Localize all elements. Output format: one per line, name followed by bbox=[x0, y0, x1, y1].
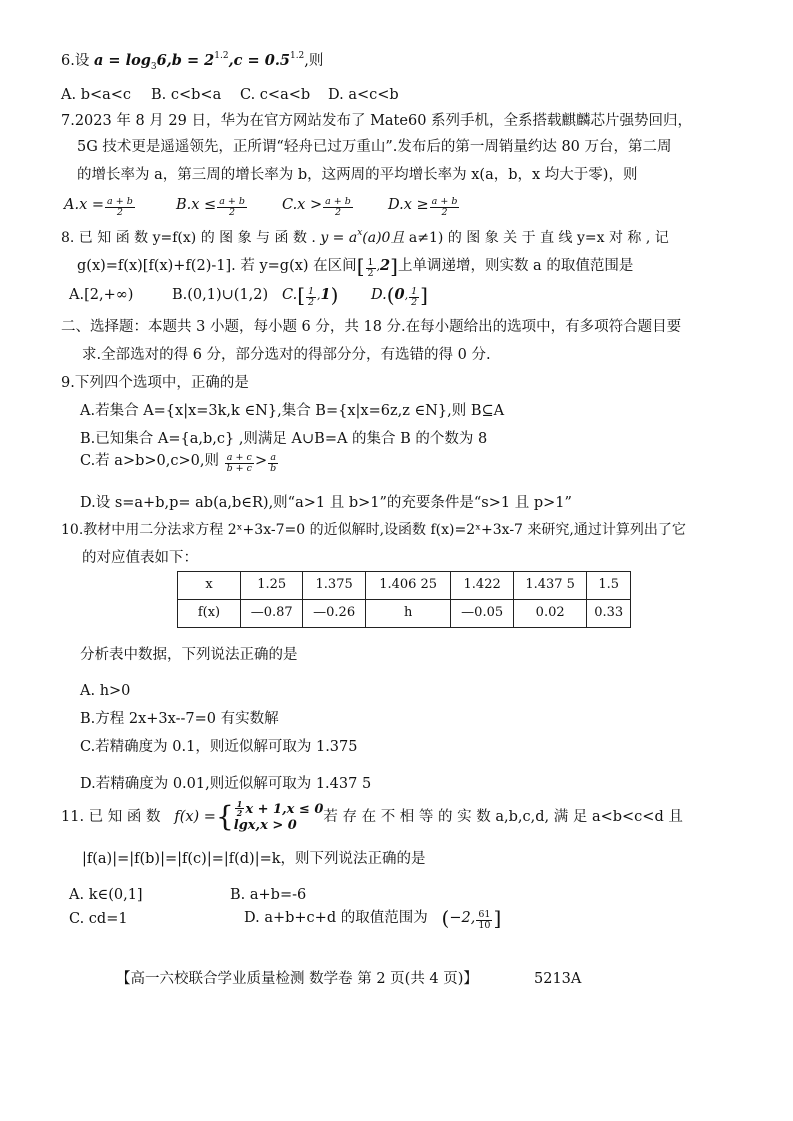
q6-stem bbox=[61, 52, 323, 73]
q10-analysis: 分析表中数据，下列说法正确的是 bbox=[80, 647, 298, 663]
q8-option-d-den: 2 bbox=[411, 297, 418, 308]
q11-option-d-text: D. a+b+c+d 的取值范围为 bbox=[244, 910, 428, 926]
q8-option-d-label: D. bbox=[371, 287, 387, 303]
q7-option-d bbox=[388, 196, 460, 218]
value-table bbox=[177, 571, 631, 628]
q10-line2: 的对应值表如下： bbox=[82, 550, 198, 566]
q8-option-b: B.(0,1)∪(1,2) bbox=[172, 287, 269, 303]
q8-line1-a: 8. 已 知 函 数 y=f(x) 的 图 象 与 函 数 . bbox=[61, 230, 316, 246]
table-cell: 1.437 5 bbox=[513, 572, 587, 600]
q8-line1 bbox=[61, 230, 669, 248]
q10-option-c: C.若精确度为 0.1，则近似解可取为 1.375 bbox=[80, 739, 358, 755]
q9-stem: 9.下列四个选项中，正确的是 bbox=[61, 375, 249, 391]
q7-frac-den: 2 bbox=[334, 207, 342, 218]
q9-c-frac2-num: a bbox=[268, 453, 278, 464]
q11-line2: |f(a)|=|f(b)|=|f(c)|=|f(d)|=k，则下列说法正确的是 bbox=[82, 851, 426, 867]
q6-number: 6.设 bbox=[61, 53, 94, 69]
q6-option-d: D. a<c<b bbox=[328, 87, 399, 103]
q9-c-operator: > bbox=[254, 453, 268, 469]
q10-line1: 10.教材中用二分法求方程 2ˣ+3x-7=0 的近似解时,设函数 f(x)=2ˣ+3x-7 来研究,通过计算列出了它 bbox=[61, 522, 686, 538]
table-cell: 0.33 bbox=[587, 600, 631, 628]
q6-exp-c: 1.2 bbox=[289, 51, 305, 61]
q11-option-c: C. cd=1 bbox=[69, 911, 128, 927]
section2-line1: 二、选择题：本题共 3 小题，每小题 6 分，共 18 分.在每小题给出的选项中，有多项符合题目要 bbox=[61, 319, 682, 335]
q11-option-a: A. k∈(0,1] bbox=[69, 887, 143, 903]
q11-line1 bbox=[61, 800, 683, 834]
q6-ze: ,则 bbox=[304, 53, 324, 69]
q9-option-a: A.若集合 A={x|x=3k,k ∈N},集合 B={x|x=6z,z ∈N},则 B⊆A bbox=[80, 403, 505, 419]
q6-log-base: 3 bbox=[150, 61, 157, 72]
q11-tail: 若 存 在 不 相 等 的 实 数 a,b,c,d, 满 足 a<b<c<d 且 bbox=[323, 809, 683, 825]
page-footer-code: 5213A bbox=[534, 971, 582, 987]
q10-option-d: D.若精确度为 0.01,则近似解可取为 1.437 5 bbox=[80, 776, 372, 792]
q9-option-c-text: C.若 a>b>0,c>0,则 bbox=[80, 453, 219, 469]
q8-line2-b: 上单调递增，则实数 a 的取值范围是 bbox=[397, 258, 634, 274]
q8-interval-den: 2 bbox=[367, 268, 374, 279]
q11-piece1-den: 2 bbox=[236, 808, 243, 818]
q11-option-d-num: 61 bbox=[478, 909, 491, 920]
q7-frac-den: 2 bbox=[116, 207, 123, 218]
q6-exp-b: 1.2 bbox=[214, 51, 229, 61]
q8-option-a: A.[2,+∞) bbox=[69, 287, 134, 303]
table-cell: f(x) bbox=[178, 600, 241, 628]
q6-expr-b: 6,b = 2 bbox=[156, 52, 215, 69]
table-row bbox=[178, 572, 631, 600]
q11-piece1-num: 1 bbox=[236, 799, 243, 809]
q7-line1: 7.2023 年 8 月 29 日，华为在官方网站发布了 Mate60 系列手机，全系搭载麒麟芯片强势回归， bbox=[61, 113, 693, 129]
q10-option-b: B.方程 2x+3x--7=0 有实数解 bbox=[80, 711, 279, 727]
table-cell: 1.375 bbox=[303, 572, 365, 600]
q7-option-d-label: D.x ≥ bbox=[388, 197, 429, 213]
q8-option-c-label: C. bbox=[282, 287, 298, 303]
q11-option-b: B. a+b=-6 bbox=[230, 887, 307, 903]
table-cell: h bbox=[365, 600, 451, 628]
q8-option-c-tail: 1 bbox=[320, 286, 331, 303]
table-cell: 1.406 25 bbox=[365, 572, 451, 600]
q7-line2: 5G 技术更是遥遥领先，正所谓“轻舟已过万重山”.发布后的第一周销量约达 80 万台，第二周 bbox=[77, 139, 672, 155]
q7-frac-num: a + b bbox=[107, 196, 133, 207]
table-cell: 1.5 bbox=[587, 572, 631, 600]
section2-line2: 求.全部选对的得 6 分，部分选对的得部分分，有选错的得 0 分. bbox=[82, 347, 491, 363]
q11-option-d: D. a+b+c+d 的取值范围为 (−2, $\frac{61}{10}$ ] bbox=[244, 906, 502, 931]
q6-option-c: C. c<a<b bbox=[240, 87, 311, 103]
q9-c-frac2-den: b bbox=[270, 463, 277, 474]
q8-option-d-num: 1 bbox=[411, 286, 418, 297]
table-cell: 1.25 bbox=[241, 572, 303, 600]
q9-option-d: D.设 s=a+b,p= ab(a,b∈R),则“a>1 且 b>1”的充要条件是“s>1 且 p>1” bbox=[80, 495, 572, 511]
q8-line2-a: g(x)=f(x)[f(x)+f(2)-1]. 若 y=g(x) 在区间 bbox=[77, 258, 357, 274]
q8-line2: g(x)=f(x)[f(x)+f(2)-1]. 若 y=g(x) 在区间[ $\frac{1}{2}$ ,2]上单调递增，则实数 a 的取值范围是 bbox=[77, 254, 634, 279]
table-cell: —0.05 bbox=[451, 600, 513, 628]
q7-option-c bbox=[282, 196, 354, 218]
q11-piece2: lgx,x > 0 bbox=[233, 818, 297, 833]
q8-option-c-den: 2 bbox=[308, 297, 315, 308]
q7-frac-den: 2 bbox=[229, 207, 236, 218]
q8-line1-e: a≠1) 的 图 象 关 于 直 线 y=x 对 称 , 记 bbox=[408, 230, 669, 246]
q9-option-c bbox=[80, 452, 279, 474]
q8-func: y = a bbox=[320, 230, 358, 246]
q8-option-c: C.[ $\frac{1}{2}$ ,1) bbox=[282, 283, 339, 308]
q9-c-frac1-den: b + c bbox=[226, 463, 252, 474]
q6-option-a: A. b<a<c bbox=[61, 87, 132, 103]
q9-option-b: B.已知集合 A={a,b,c} ,则满足 A∪B=A 的集合 B 的个数为 8 bbox=[80, 431, 488, 447]
q7-line3: 的增长率为 a，第三周的增长率为 b，这两周的平均增长率为 x(a，b，x 均大于零)，则 bbox=[77, 167, 638, 183]
q9-c-frac1-num: a + c bbox=[225, 453, 254, 464]
q8-option-d: D.(0, $\frac{1}{2}$ ] bbox=[371, 283, 428, 308]
q11-piecewise bbox=[234, 800, 324, 834]
q11-piece1: x + 1,x ≤ 0 bbox=[245, 802, 324, 817]
q7-frac-den: 2 bbox=[441, 207, 448, 218]
q7-option-a-label: A.x = bbox=[64, 197, 105, 213]
table-row bbox=[178, 600, 631, 628]
q8-option-d-head: 0 bbox=[394, 286, 405, 303]
q6-expr-c: ,c = 0.5 bbox=[228, 52, 290, 69]
q8-interval-num: 1 bbox=[367, 257, 374, 268]
q7-option-c-label: C.x > bbox=[282, 197, 323, 213]
q8-func-exp: x bbox=[357, 228, 363, 238]
q7-frac-num: a + b bbox=[219, 196, 245, 207]
q11-option-d-den: 10 bbox=[478, 920, 491, 931]
page-footer-title: 【高一六校联合学业质量检测 数学卷 第 2 页(共 4 页)】 bbox=[116, 971, 478, 987]
table-cell: 0.02 bbox=[513, 600, 587, 628]
q6-option-b: B. c<b<a bbox=[151, 87, 222, 103]
q6-expr-a: a = log bbox=[93, 52, 151, 69]
q11-brace: { bbox=[215, 800, 234, 833]
q8-bracket-left: [ bbox=[356, 254, 365, 278]
table-cell: —0.26 bbox=[303, 600, 365, 628]
table-cell: x bbox=[178, 572, 241, 600]
q7-option-b-label: B.x ≤ bbox=[176, 197, 217, 213]
table-cell: 1.422 bbox=[451, 572, 513, 600]
q8-func-cond: (a)0且 bbox=[362, 230, 405, 246]
q7-option-b bbox=[176, 196, 248, 218]
q7-frac-num: a + b bbox=[431, 196, 458, 207]
table-cell: —0.87 bbox=[241, 600, 303, 628]
q7-option-a bbox=[64, 196, 136, 218]
q10-option-a: A. h>0 bbox=[80, 683, 131, 699]
q11-lead: 11. 已 知 函 数 bbox=[61, 809, 161, 825]
q7-frac-num: a + b bbox=[325, 196, 351, 207]
q11-fx: f(x) = bbox=[174, 809, 216, 825]
q8-bracket-right: ] bbox=[390, 254, 398, 278]
q11-option-d-head: −2, bbox=[449, 910, 476, 926]
q8-option-c-num: 1 bbox=[308, 286, 315, 297]
q8-interval-tail: 2 bbox=[380, 257, 391, 274]
